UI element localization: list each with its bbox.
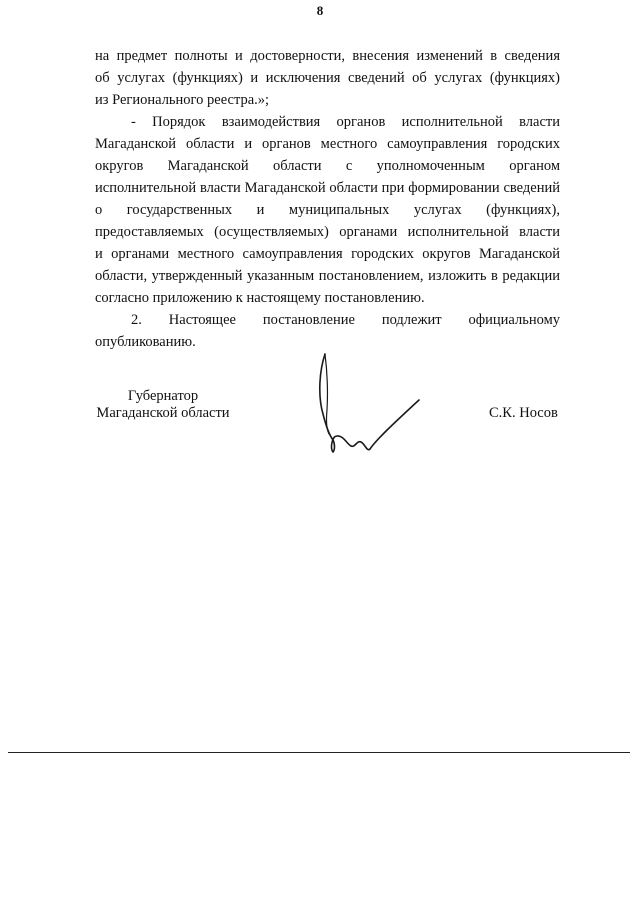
- signer-name: С.К. Носов: [489, 405, 558, 421]
- page-number: 8: [316, 3, 324, 18]
- handwritten-signature: [313, 352, 433, 462]
- text-line: исполнительной власти Магаданской области при формировании сведений: [95, 180, 560, 196]
- signer-position: Губернатор: [127, 388, 199, 404]
- text-line: 2. Настоящее постановление подлежит официальному: [131, 312, 560, 328]
- text-line: предоставляемых (осуществляемых) органами исполнительной власти: [95, 224, 560, 240]
- text-line: Магаданской области и органов местного самоуправления городских: [95, 136, 560, 152]
- text-line: на предмет полноты и достоверности, внесения изменений в сведения: [95, 48, 560, 64]
- signer-region: Магаданской области: [96, 405, 230, 421]
- page-bottom-rule: [8, 752, 630, 753]
- text-line: опубликованию.: [95, 334, 196, 350]
- text-line: области, утвержденный указанным постановлением, изложить в редакции: [95, 268, 560, 284]
- text-line: и органами местного самоуправления городских округов Магаданской: [95, 246, 560, 262]
- text-line: о государственных и муниципальных услугах (функциях),: [95, 202, 560, 218]
- text-line: - Порядок взаимодействия органов исполнительной власти: [131, 114, 560, 130]
- text-line: из Регионального реестра.»;: [95, 92, 270, 108]
- text-line: округов Магаданской области с уполномоченным органом: [95, 158, 560, 174]
- text-line: об услугах (функциях) и исключения сведений об услугах (функциях): [95, 70, 560, 86]
- text-line: согласно приложению к настоящему постановлению.: [95, 290, 425, 306]
